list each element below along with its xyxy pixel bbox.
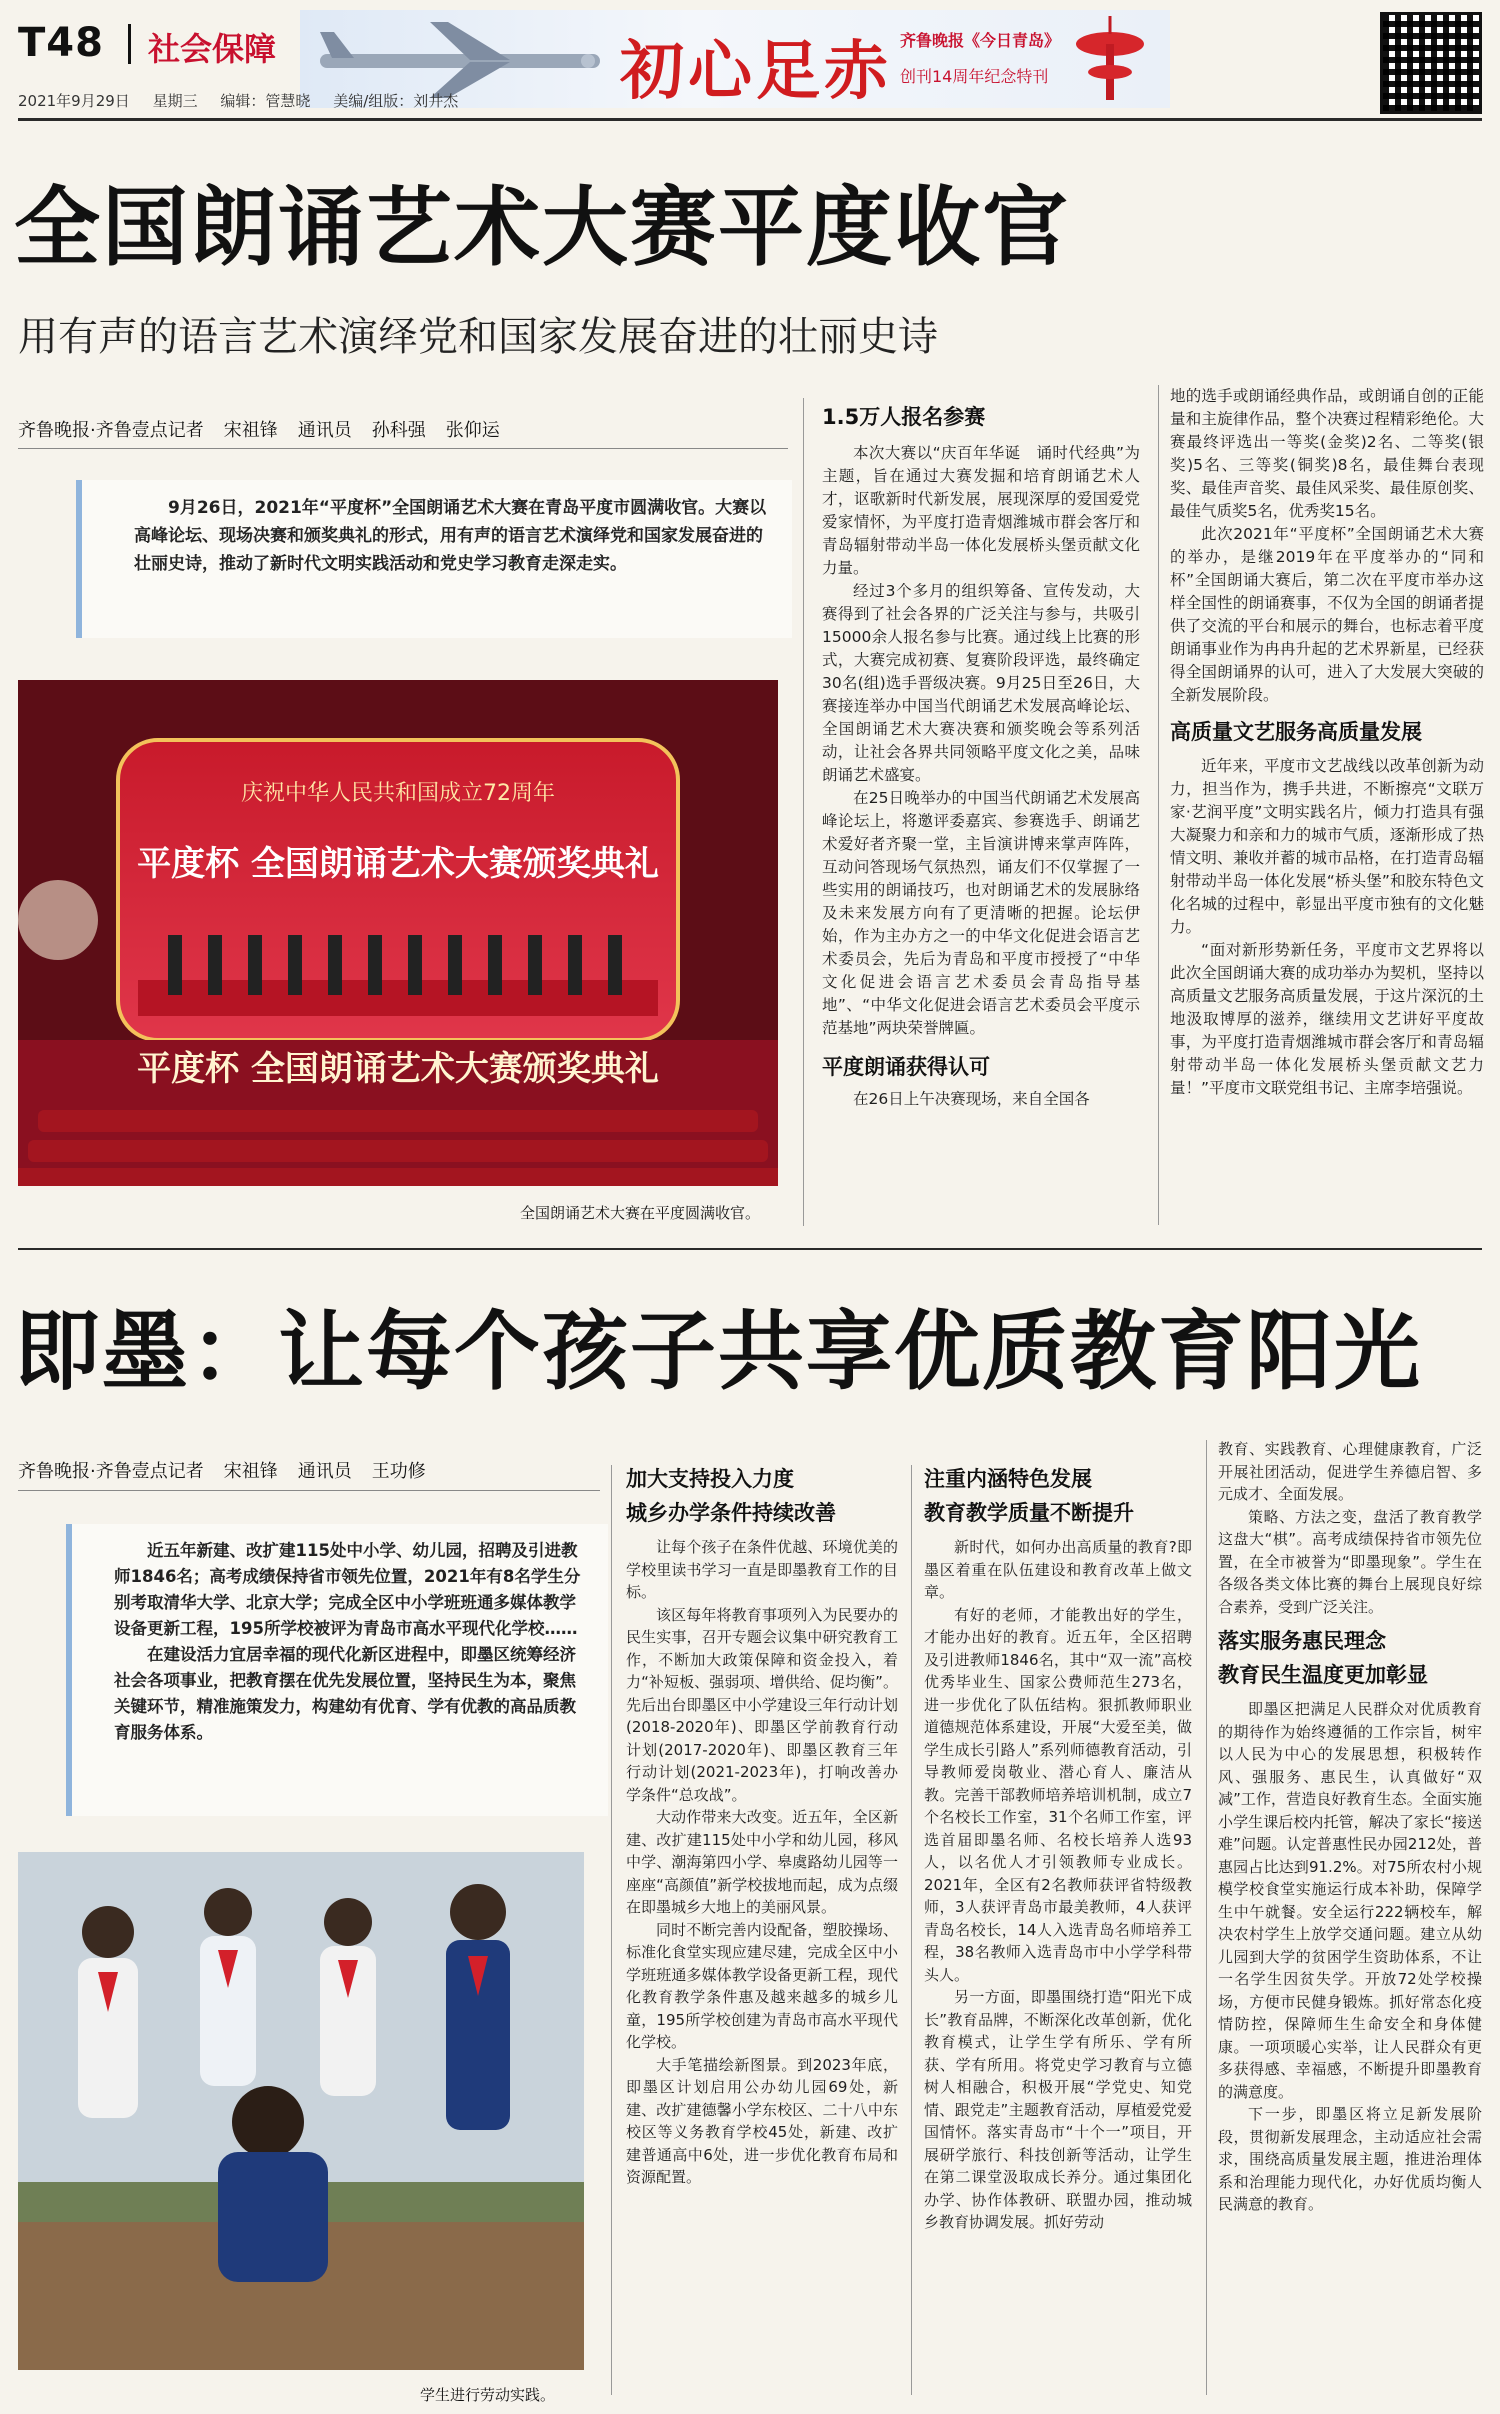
banner-anniversary: 创刊14周年纪念特刊 <box>900 67 1049 86</box>
issue-weekday: 星期三 <box>152 92 198 110</box>
byline-rule <box>18 448 788 449</box>
column-text: 地的选手或朗诵经典作品，或朗诵自创的正能量和主旋律作品，整个决赛过程精彩绝伦。大赛最终评选出一等奖(金奖)2名、二等奖(银奖)5名、三等奖(铜奖)8名，最佳舞台表现奖、最佳声音奖、最佳风采奖、最佳原创奖、最佳气质奖5名，优秀奖15名。 此次2021年“平度杯”全国朗诵艺术大赛的举办，是继2019年在平度举办的“同和杯”全国朗诵大赛后，第二次在平度市举办这样全国性的朗诵赛事，不仅为全国的朗诵者提供了交流的平台和展示的舞台，也标志着平度朗诵事业作为冉冉升起的艺术界新星，已经获得全国朗诵界的认可，进入了大发展大突破的全新发展阶段。 <box>1170 387 1484 704</box>
article1-byline: 齐鲁晚报·齐鲁壹点记者 宋祖锋 通讯员 孙科强 张仰运 <box>18 420 500 441</box>
column-divider <box>1206 1440 1207 2395</box>
designer-credit: 美编/组版：刘井杰 <box>333 92 459 110</box>
column-text: 让每个孩子在条件优越、环境优美的学校里读书学习一直是即墨教育工作的目标。 该区每年将教育事项列入为民要办的民生实事，召开专题会议集中研究教育工作，不断加大政策保障和资金投入，着力“补短板、强弱项、增供给、促均衡”。先后出台即墨区中小学建设三年行动计划(2018-2020年)、即墨区学前教育行动计划(2017-2020年)、即墨区教育三年行动计划(2021-2023年)，打响改善办学条件“总攻战”。 大动作带来大改变。近五年，全区新建、改扩建115处中小学和幼儿园，移风中学、潮海第四小学、皋虞路幼儿园等一座座“高颜值”新学校拔地而起，成为点缀在即墨城乡大地上的美丽风景。 同时不断完善内设配备，塑胶操场、标准化食堂实现应建尽建，完成全区中小学班班通多媒体教学设备更新工程，现代化教育教学条件惠及越来越多的城乡儿童，195所学校创建为青岛市高水平现代化学校。 大手笔描绘新图景。到2023年底，即墨区计划启用公办幼儿园69处，新建、改扩建德馨小学东校区、二十八中东校区等义务教育学校45处，新建、改扩建普通高中6处，进一步优化教育布局和资源配置。 <box>626 1538 898 2186</box>
section-heading: 注重内涵特色发展 <box>924 1467 1092 1491</box>
section-title: 社会保障 <box>148 30 277 68</box>
page-number: T48 <box>18 20 104 66</box>
section-heading: 加大支持投入力度 <box>626 1467 794 1491</box>
column-divider <box>803 398 804 1226</box>
article2-column2 <box>924 1462 1192 2234</box>
photo-banner-mid: 平度杯 全国朗诵艺术大赛颁奖典礼 <box>137 844 659 884</box>
article1-column1: 1.5万人报名参赛 本次大赛以“庆百年华诞 诵时代经典”为主题，旨在通过大赛发掘和培育朗诵艺术人才，讴歌新时代新发展，展现深厚的爱国爱党爱家情怀，为平度打造青烟潍城市群会客厅和青岛辐射带动半岛一体化发展桥头堡贡献文化力量。 经过3个多月的组织筹备、宣传发动，大赛得到了社会各界的广泛关注与参与，共吸引15000余人报名参与比赛。通过线上比赛的形式，大赛完成初赛、复赛阶段评选，最终确定30名(组)选手晋级决赛。9月25日至26日，大赛接连举办中国当代朗诵艺术发展高峰论坛、全国朗诵艺术大赛决赛和颁奖晚会等系列活动，让社会各界共同领略平度文化之美，品味朗诵艺术盛宴。 在25日晚举办的中国当代朗诵艺术发展高峰论坛上，将邀评委嘉宾、参赛选手、朗诵艺术爱好者齐聚一堂，主旨演讲博来掌声阵阵，互动问答现场气氛热烈，诵友们不仅掌握了一些实用的朗诵技巧，也对朗诵艺术的发展脉络及未来发展方向有了更清晰的把握。论坛伊始，作为主办方之一的中华文化促进会语言艺术委员会，先后为青岛和平度市授授了“中华文化促进会语言艺术委员会青岛指导基地”、“中华文化促进会语言艺术委员会平度示范基地”两块荣誉牌匾。 平度朗诵获得认可 在26日上午决赛现场，来自全国各 <box>822 400 1140 1111</box>
editor-credit: 编辑：管慧晓 <box>220 92 311 110</box>
article2-column1 <box>626 1462 898 2189</box>
section-heading: 城乡办学条件持续改善 <box>626 1501 836 1525</box>
airplane-icon <box>320 20 600 100</box>
byline-rule <box>18 1490 600 1491</box>
section-heading: 平度朗诵获得认可 <box>822 1055 990 1079</box>
photo-banner-top: 庆祝中华人民共和国成立72周年 <box>241 781 555 806</box>
qr-code <box>1380 12 1482 114</box>
column-text: 本次大赛以“庆百年华诞 诵时代经典”为主题，旨在通过大赛发掘和培育朗诵艺术人才，讴歌新时代新发展，展现深厚的爱国爱党爱家情怀，为平度打造青烟潍城市群会客厅和青岛辐射带动半岛一体化发展桥头堡贡献文化力量。 经过3个多月的组织筹备、宣传发动，大赛得到了社会各界的广泛关注与参与，共吸引15000余人报名参与比赛。通过线上比赛的形式，大赛完成初赛、复赛阶段评选，最终确定30名(组)选手晋级决赛。9月25日至26日，大赛接连举办中国当代朗诵艺术发展高峰论坛、全国朗诵艺术大赛决赛和颁奖晚会等系列活动，让社会各界共同领略平度文化之美，品味朗诵艺术盛宴。 在25日晚举办的中国当代朗诵艺术发展高峰论坛上，将邀评委嘉宾、参赛选手、朗诵艺术爱好者齐聚一堂，主旨演讲博来掌声阵阵，互动问答现场气氛热烈，诵友们不仅掌握了一些实用的朗诵技巧，也对朗诵艺术的发展脉络及未来发展方向有了更清晰的把握。论坛伊始，作为主办方之一的中华文化促进会语言艺术委员会，先后为青岛和平度市授授了“中华文化促进会语言艺术委员会青岛指导基地”、“中华文化促进会语言艺术委员会平度示范基地”两块荣誉牌匾。 <box>822 444 1140 1037</box>
article2-column3: 教育、实践教育、心理健康教育，广泛开展社团活动，促进学生养德启智、多元成才、全面发展。 策略、方法之变，盘活了教育教学这盘大“棋”。高考成绩保持省市领先位置，在全市被誉为“即墨现象”。学生在各级各类文体比赛的舞台上展现良好综合素养，受到广泛关注。 落实服务惠民理念 教育民生温度更加彰显 即墨区把满足人民群众对优质教育的期待作为始终遵循的工作宗旨，树牢以人民为中心的发展思想，积极转作风、强服务、惠民生，认真做好“双减”工作，营造良好教育生态。全面实施小学生课后校内托管，解决了家长“接送难”问题。认定普惠性民办园212处，普惠园占比达到91.2%。对75所农村小规模学校食堂实施运行成本补助，保障学生中午就餐。安全运行222辆校车，解决农村学生上放学交通问题。建立从幼儿园到大学的贫困学生资助体系，不让一名学生因贫失学。开放72处学校操场，方便市民健身锻炼。抓好常态化疫情防控，保障师生生命安全和身体健康。一项项暖心实举，让人民群众有更多获得感、幸福感，不断提升即墨教育的满意度。 下一步，即墨区将立足新发展阶段，贯彻新发展理念，主动适应社会需求，围绕高质量发展主题，推进治理体系和治理能力现代化，办好优质均衡人民满意的教育。 <box>1218 1440 1482 2213</box>
column-text: 新时代，如何办出高质量的教育?即墨区着重在队伍建设和教育改革上做文章。 有好的老师，才能教出好的学生，才能办出好的教育。近五年，全区招聘及引进教师1846名，其中“双一流”高校优秀毕业生、国家公费师范生273名，进一步优化了队伍结构。狠抓教师职业道德规范体系建设，开展“大爱至美，做学生成长引路人”系列师德教育活动，引导教师爱岗敬业、潜心育人、廉洁从教。完善干部教师培养培训机制，成立7个名校长工作室，31个名师工作室，评选首届即墨名师、名校长培养人选93人，以名优人才引领教师专业成长。2021年，全区有2名教师获评省特级教师，3人获评青岛市最美教师，4人获评青岛名校长，14人入选青岛名师培养工程，38名教师入选青岛市中小学学科带头人。 另一方面，即墨围绕打造“阳光下成长”教育品牌，不断深化改革创新，优化教育模式，让学生学有所乐、学有所获、学有所用。将党史学习教育与立德树人相融合，积极开展“学党史、知党情、跟党走”主题教育活动，厚植爱党爱国情怀。落实青岛市“十个一”项目，开展研学旅行、科技创新等活动，让学生在第二课堂汲取成长养分。通过集团化办学、协作体教研、联盟办园，推动城乡教育协调发展。抓好劳动 <box>924 1538 1192 2231</box>
article1-summary: 9月26日，2021年“平度杯”全国朗诵艺术大赛在青岛平度市圆满收官。大赛以高峰论坛、现场决赛和颁奖典礼的形式，用有声的语言艺术演绎党和国家发展奋进的壮丽史诗，推动了新时代文明实践活动和党史学习教育走深走实。 <box>76 480 792 638</box>
section-heading: 教育教学质量不断提升 <box>924 1501 1134 1525</box>
column-text: 教育、实践教育、心理健康教育，广泛开展社团活动，促进学生养德启智、多元成才、全面发展。 策略、方法之变，盘活了教育教学这盘大“棋”。高考成绩保持省市领先位置，在全市被誉为“即墨现象”。学生在各级各类文体比赛的舞台上展现良好综合素养，受到广泛关注。 <box>1218 1440 1482 1616</box>
column-divider <box>1158 385 1159 1225</box>
article2-headline: 即墨：让每个孩子共享优质教育阳光 <box>14 1302 1422 1402</box>
section-heading: 落实服务惠民理念 <box>1218 1629 1386 1653</box>
article1-headline: 全国朗诵艺术大赛平度收官 <box>14 178 1070 278</box>
photo1-caption: 全国朗诵艺术大赛在平度圆满收官。 <box>520 1204 761 1222</box>
banner-paper-name: 齐鲁晚报《今日青岛》 <box>900 31 1061 50</box>
article-separator <box>18 1248 1482 1250</box>
photo-banner-bottom: 平度杯 全国朗诵艺术大赛颁奖典礼 <box>137 1049 659 1089</box>
issue-date: 2021年9月29日 <box>18 92 130 110</box>
masthead-divider <box>128 24 131 64</box>
dateline <box>18 90 476 111</box>
section-heading: 高质量文艺服务高质量发展 <box>1170 720 1422 744</box>
article2-summary: 近五年新建、改扩建115处中小学、幼儿园，招聘及引进教师1846名；高考成绩保持省市领先位置，2021年有8名学生分别考取清华大学、北京大学；完成全区中小学班班通多媒体教学设备更新工程，195所学校被评为青岛市高水平现代化学校…… 在建设活力宜居幸福的现代化新区进程中，即墨区统筹经济社会各项事业，把教育摆在优先发展位置，坚持民生为本，聚焦关键环节，精准施策发力，构建幼有优育、学有优教的高品质教育服务体系。 <box>66 1524 608 1816</box>
section-heading: 1.5万人报名参赛 <box>822 405 986 429</box>
tower-icon <box>1060 14 1160 104</box>
masthead-rule <box>18 118 1482 121</box>
section-heading: 教育民生温度更加彰显 <box>1218 1663 1428 1687</box>
article2-byline: 齐鲁晚报·齐鲁壹点记者 宋祖锋 通讯员 王功修 <box>18 1461 426 1482</box>
students-labor-photo <box>18 1852 584 2370</box>
column-divider <box>911 1465 912 2395</box>
banner-title: 初心足赤 <box>620 34 892 108</box>
photo2-caption: 学生进行劳动实践。 <box>420 2386 556 2404</box>
award-ceremony-photo <box>18 680 778 1186</box>
article1-column2: 地的选手或朗诵经典作品，或朗诵自创的正能量和主旋律作品，整个决赛过程精彩绝伦。大赛最终评选出一等奖(金奖)2名、二等奖(银奖)5名、三等奖(铜奖)8名，最佳舞台表现奖、最佳声音奖、最佳风采奖、最佳原创奖、最佳气质奖5名，优秀奖15名。 此次2021年“平度杯”全国朗诵艺术大赛的举办，是继2019年在平度举办的“同和杯”全国朗诵大赛后，第二次在平度市举办这样全国性的朗诵赛事，不仅为全国的朗诵者提供了交流的平台和展示的舞台，也标志着平度朗诵事业作为冉冉升起的艺术界新星，已经获得全国朗诵界的认可，进入了大发展大突破的全新发展阶段。 高质量文艺服务高质量发展 近年来，平度市文艺战线以改革创新为动力，担当作为，携手共进，不断擦亮“文联万家·艺润平度”文明实践名片，倾力打造具有强大凝聚力和亲和力的城市气质，逐渐形成了热情文明、兼收并蓄的城市品格，在打造青岛辐射带动半岛一体化发展“桥头堡”和胶东特色文化名城的过程中，彰显出平度市独有的文化魅力。 “面对新形势新任务，平度市文艺界将以此次全国朗诵大赛的成功举办为契机，坚持以高质量文艺服务高质量发展，于这片深沉的土地汲取博厚的滋养，继续用文艺讲好平度故事，为平度打造青烟潍城市群会客厅和青岛辐射带动半岛一体化发展桥头堡贡献文艺力量！”平度市文联党组书记、主席李培强说。 <box>1170 387 1484 1097</box>
article1-subhead: 用有声的语言艺术演绎党和国家发展奋进的壮丽史诗 <box>18 314 938 360</box>
column-divider <box>611 1465 612 2395</box>
